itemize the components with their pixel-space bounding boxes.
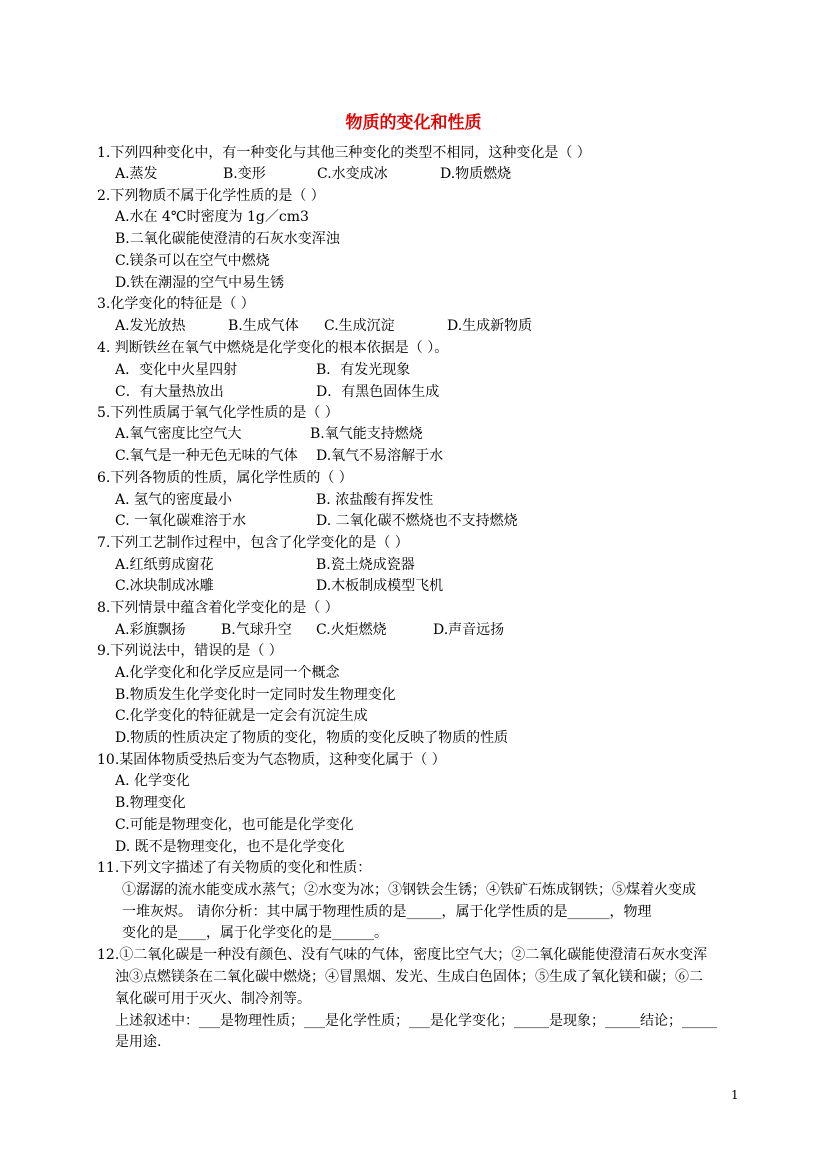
question-1-stem: 1.下列四种变化中，有一种变化与其他三种变化的类型不相同，这种变化是（ ） bbox=[97, 145, 591, 161]
question-10-stem: 10.某固体物质受热后变为气态物质，这种变化属于（ ） bbox=[97, 752, 446, 768]
q7-option-a: A.红纸剪成窗花 bbox=[115, 557, 214, 573]
q8-option-a: A.彩旗飘扬 bbox=[115, 622, 186, 638]
question-8-stem: 8.下列情景中蕴含着化学变化的是（ ） bbox=[97, 600, 339, 616]
question-6-stem: 6.下列各物质的性质，属化学性质的（ ） bbox=[97, 470, 353, 486]
q4-option-b: B．有发光现象 bbox=[316, 362, 411, 378]
q3-option-a: A.发光放热 bbox=[115, 318, 186, 334]
q10-option-b: B.物理变化 bbox=[115, 795, 186, 811]
q2-option-b: B.二氧化碳能使澄清的石灰水变浑浊 bbox=[115, 231, 340, 247]
q5-option-d: D.氧气不易溶解于水 bbox=[316, 448, 444, 464]
q7-option-c: C.冰块制成冰雕 bbox=[115, 578, 214, 594]
q1-option-b: B.变形 bbox=[223, 166, 266, 182]
question-3-stem: 3.化学变化的特征是（ ） bbox=[97, 296, 255, 312]
q6-option-c: C. 一氧化碳难溶于水 bbox=[115, 513, 247, 529]
question-12-stem: 12.①二氧化碳是一种没有颜色、没有气味的气体，密度比空气大；②二氧化碳能使澄清石灰水变浑 bbox=[97, 947, 708, 963]
page-title: 物质的变化和性质 bbox=[345, 113, 482, 133]
question-2-stem: 2.下列物质不属于化学性质的是（ ） bbox=[97, 188, 325, 204]
question-11-stem: 11.下列文字描述了有关物质的变化和性质： bbox=[97, 860, 372, 876]
q5-option-b: B.氧气能支持燃烧 bbox=[310, 426, 423, 442]
q3-option-d: D.生成新物质 bbox=[447, 318, 533, 334]
q2-option-d: D.铁在潮湿的空气中易生锈 bbox=[115, 275, 285, 291]
q12-line-4: 是用途. bbox=[115, 1034, 162, 1050]
question-9-stem: 9.下列说法中，错误的是（ ） bbox=[97, 643, 283, 659]
q8-option-d: D.声音远扬 bbox=[433, 622, 505, 638]
q8-option-c: C.火炬燃烧 bbox=[316, 622, 387, 638]
q9-option-b: B.物质发生化学变化时一定同时发生物理变化 bbox=[115, 687, 396, 703]
q8-option-b: B.气球升空 bbox=[221, 622, 292, 638]
q4-option-c: C．有大量热放出 bbox=[115, 384, 224, 400]
q10-option-c: C.可能是物理变化，也可能是化学变化 bbox=[115, 817, 354, 833]
q6-option-b: B. 浓盐酸有挥发性 bbox=[316, 492, 434, 508]
q5-option-a: A.氧气密度比空气大 bbox=[115, 426, 242, 442]
q11-line-3: 变化的是____，属于化学变化的是______。 bbox=[122, 925, 388, 941]
q11-line-2: 一堆灰烬。 请你分析：其中属于物理性质的是_____，属于化学性质的是______，物理 bbox=[122, 904, 652, 920]
q3-option-c: C.生成沉淀 bbox=[324, 318, 395, 334]
question-4-stem: 4. 判断铁丝在氧气中燃烧是化学变化的根本依据是（ ）。 bbox=[97, 340, 449, 356]
q9-option-d: D.物质的性质决定了物质的变化，物质的变化反映了物质的性质 bbox=[115, 730, 509, 746]
q2-option-c: C.镁条可以在空气中燃烧 bbox=[115, 253, 270, 269]
q9-option-c: C.化学变化的特征就是一定会有沉淀生成 bbox=[115, 708, 368, 724]
q1-option-a: A.蒸发 bbox=[115, 166, 158, 182]
q12-line-2: 氧化碳可用于灭火、制冷剂等。 bbox=[115, 991, 311, 1007]
q2-option-a: A.水在 4℃时密度为 1g／cm3 bbox=[115, 209, 309, 225]
q3-option-b: B.生成气体 bbox=[228, 318, 299, 334]
q7-option-d: D.木板制成模型飞机 bbox=[316, 578, 444, 594]
q11-line-1: ①潺潺的流水能变成水蒸气；②水变为冰；③钢铁会生锈；④铁矿石炼成钢铁；⑤煤着火变成 bbox=[122, 882, 696, 898]
question-5-stem: 5.下列性质属于氧气化学性质的是（ ） bbox=[97, 405, 339, 421]
q5-option-c: C.氧气是一种无色无味的气体 bbox=[115, 448, 298, 464]
q4-option-d: D．有黑色固体生成 bbox=[316, 384, 440, 400]
q12-line-1: 浊③点燃镁条在二氧化碳中燃烧；④冒黑烟、发光、生成白色固体；⑤生成了氧化镁和碳；⑥二 bbox=[115, 969, 703, 985]
page-number: 1 bbox=[731, 1088, 739, 1102]
question-7-stem: 7.下列工艺制作过程中，包含了化学变化的是（ ） bbox=[97, 535, 409, 551]
q12-line-3: 上述叙述中：___是物理性质；___是化学性质；___是化学变化；_____是现象；_____结论；_____ bbox=[115, 1013, 717, 1029]
q6-option-a: A. 氢气的密度最小 bbox=[115, 492, 233, 508]
q1-option-d: D.物质燃烧 bbox=[440, 166, 512, 182]
q10-option-d: D. 既不是物理变化，也不是化学变化 bbox=[115, 839, 345, 855]
q7-option-b: B.瓷土烧成瓷器 bbox=[316, 557, 415, 573]
q4-option-a: A．变化中火星四射 bbox=[115, 362, 238, 378]
q1-option-c: C.水变成冰 bbox=[317, 166, 388, 182]
q6-option-d: D. 二氧化碳不燃烧也不支持燃烧 bbox=[316, 513, 518, 529]
q9-option-a: A.化学变化和化学反应是同一个概念 bbox=[115, 665, 340, 681]
q10-option-a: A. 化学变化 bbox=[115, 773, 191, 789]
